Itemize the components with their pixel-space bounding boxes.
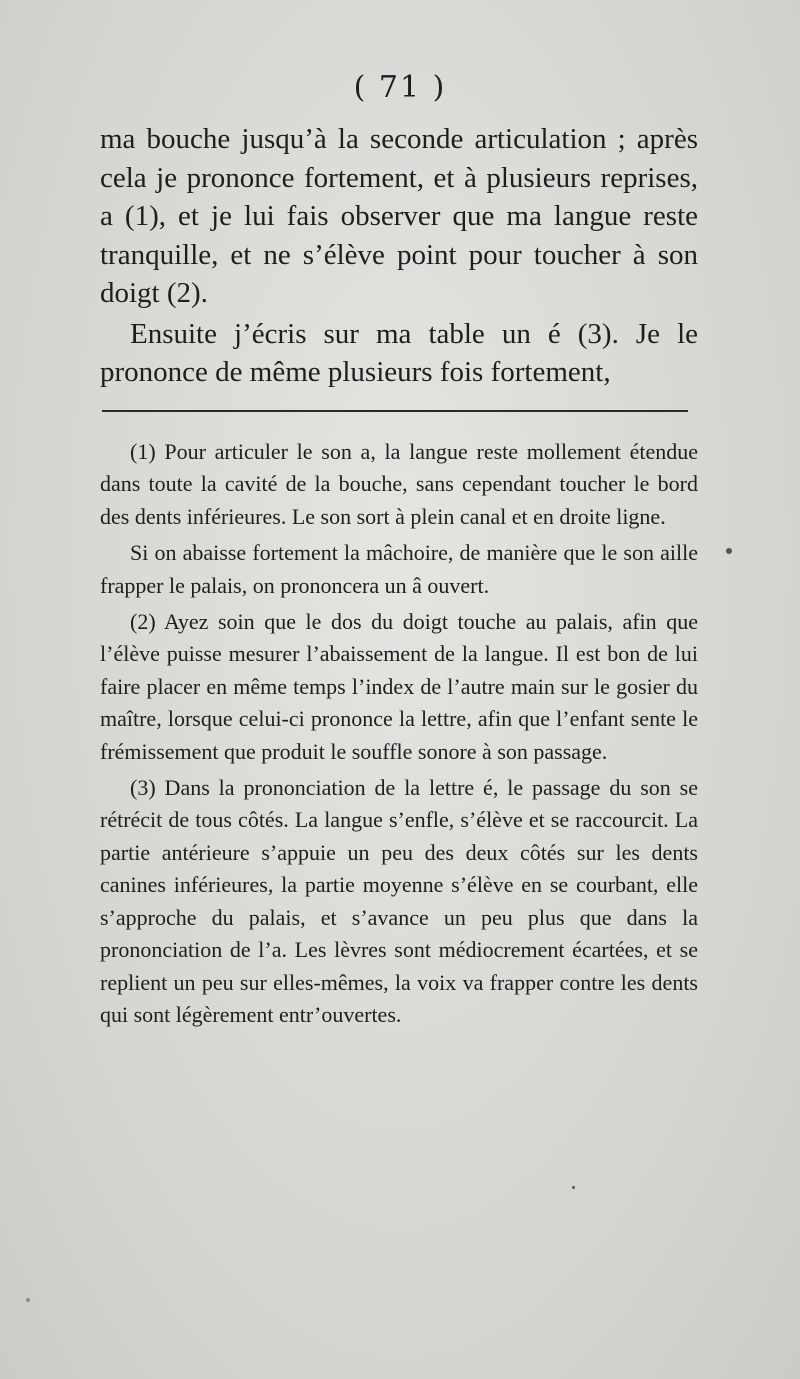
page-number: ( 71 ) xyxy=(353,70,447,105)
footnote-1: (1) Pour articuler le son a, la langue reste mollement étendue dans toute la cavité de la bouche, sans cependant toucher le bord des dents inférieures. Le son sort à plein canal et en droite ligne. xyxy=(100,439,698,529)
footnote-3: (3) Dans la prononciation de la lettre é, le passage du son se rétrécit de tous côtés. La langue s’enfle, s’élève et se raccourcit. La partie antérieure s’appuie un peu des deux côtés sur les dents canines inférieures, la partie moyenne s’élève en se courbant, elle s’approche du palais, et s’avance un peu plus que dans la prononciation de l’a. Les lèvres sont médiocrement écartées, et se replient un peu sur elles-mêmes, la voix va frapper contre les dents qui sont légèrement entr’ouvertes. xyxy=(100,775,698,1027)
footnotes xyxy=(100,436,698,1031)
main-text xyxy=(100,120,698,392)
main-paragraph-2: Ensuite j’écris sur ma table un é (3). Je le prononce de même plusieurs fois fortement, xyxy=(100,317,698,388)
footnote-1-continued: Si on abaisse fortement la mâchoire, de manière que le son aille frapper le palais, on prononcera un â ouvert. xyxy=(100,540,698,598)
paper-speck xyxy=(26,1298,30,1302)
main-paragraph-1: ma bouche jusqu’à la seconde articulation ; après cela je prononce fortement, et à plusieurs reprises, a (1), et je lui fais observer que ma langue reste tranquille, et ne s’élève point pour toucher à son doigt (2). xyxy=(100,123,698,309)
paper-speck xyxy=(726,548,732,554)
footnote-2: (2) Ayez soin que le dos du doigt touche au palais, afin que l’élève puisse mesurer l’abaissement de la langue. Il est bon de lui faire placer en même temps l’index de l’autre main sur le gosier du maître, lorsque celui-ci prononce la lettre, afin que l’enfant sente le frémissement que produit le souffle sonore à son passage. xyxy=(100,609,698,764)
paper-speck xyxy=(572,1186,575,1189)
footnote-separator xyxy=(102,410,688,412)
